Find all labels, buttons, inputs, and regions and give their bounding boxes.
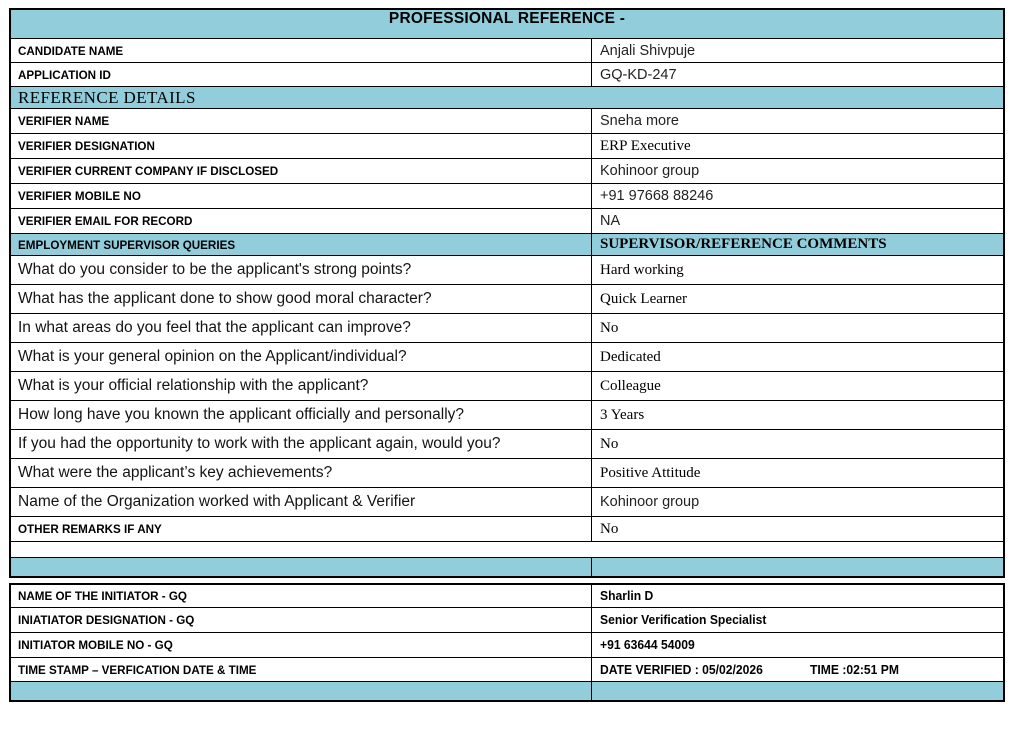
- table-row-candidate-name: [11, 38, 1003, 62]
- qa-row: [11, 458, 1003, 487]
- row-label: INIATIATOR DESIGNATION - GQ: [18, 613, 195, 627]
- row-label: VERIFIER MOBILE NO: [18, 189, 141, 203]
- answer-text: Colleague: [600, 377, 661, 394]
- qa-row: [11, 429, 1003, 458]
- row-value: GQ-KD-247: [600, 66, 677, 83]
- qa-row: [11, 313, 1003, 342]
- row-value: NA: [600, 213, 621, 229]
- answer-text: Quick Learner: [600, 290, 688, 307]
- date-verified-value: DATE VERIFIED : 05/02/2026: [600, 662, 763, 677]
- table-row-verifier-mobile: [11, 183, 1003, 208]
- queries-header-right: SUPERVISOR/REFERENCE COMMENTS: [600, 236, 887, 252]
- answer-text: Dedicated: [600, 348, 661, 365]
- row-label: APPLICATION ID: [18, 67, 111, 82]
- table-row-other-remarks: [11, 516, 1003, 541]
- table-row-verifier-company: [11, 158, 1003, 183]
- row-label: INITIATOR MOBILE NO - GQ: [18, 638, 173, 652]
- question-text: What has the applicant done to show good moral character?: [18, 290, 432, 307]
- row-label: VERIFIER EMAIL FOR RECORD: [18, 214, 193, 228]
- answer-text: No: [600, 435, 619, 452]
- time-verified-value: TIME :02:51 PM: [809, 662, 899, 677]
- title-row: [11, 10, 1003, 38]
- qa-row: [11, 400, 1003, 429]
- row-value: Sharlin D: [600, 589, 654, 603]
- qa-row: [11, 284, 1003, 313]
- table-row-initiator-mobile: [11, 632, 1003, 657]
- qa-row: [11, 487, 1003, 516]
- row-value: No: [600, 520, 619, 537]
- answer-text: Hard working: [600, 261, 684, 278]
- table-row-application-id: [11, 62, 1003, 86]
- row-value: +91 97668 88246: [600, 188, 714, 204]
- qa-row: [11, 255, 1003, 284]
- main-table: [9, 8, 1005, 578]
- table-row-verifier-email: [11, 208, 1003, 233]
- answer-text: No: [600, 319, 619, 336]
- question-text: What is your official relationship with the applicant?: [18, 377, 369, 394]
- row-label: OTHER REMARKS IF ANY: [18, 522, 162, 536]
- row-value: ERP Executive: [600, 137, 691, 154]
- row-label: VERIFIER NAME: [18, 114, 110, 128]
- row-value: Sneha more: [600, 113, 679, 129]
- row-label: VERIFIER CURRENT COMPANY IF DISCLOSED: [18, 164, 279, 178]
- question-text: If you had the opportunity to work with the applicant again, would you?: [18, 435, 501, 452]
- page-title: PROFESSIONAL REFERENCE -: [388, 10, 626, 27]
- qa-row: [11, 342, 1003, 371]
- row-value: Kohinoor group: [600, 163, 700, 179]
- answer-text: Kohinoor group: [600, 494, 700, 510]
- question-text: In what areas do you feel that the applicant can improve?: [18, 319, 411, 336]
- row-label: TIME STAMP – VERFICATION DATE & TIME: [18, 662, 257, 677]
- table-row-verifier-name: [11, 108, 1003, 133]
- qa-row: [11, 371, 1003, 400]
- section-title: REFERENCE DETAILS: [18, 87, 196, 107]
- row-value: Anjali Shivpuje: [600, 42, 696, 59]
- answer-text: Positive Attitude: [600, 464, 701, 481]
- table-row-initiator-name: [11, 585, 1003, 607]
- separator-row-teal: [11, 557, 1003, 576]
- question-text: What were the applicant’s key achievements?: [18, 464, 333, 481]
- row-value: +91 63644 54009: [600, 638, 695, 652]
- row-label: CANDIDATE NAME: [18, 43, 124, 58]
- empty-row: [11, 541, 1003, 557]
- row-label: NAME OF THE INITIATOR - GQ: [18, 589, 187, 603]
- table-row-verifier-designation: [11, 133, 1003, 158]
- footer-row-teal: [11, 681, 1003, 700]
- queries-header-left: EMPLOYMENT SUPERVISOR QUERIES: [18, 237, 236, 252]
- question-text: How long have you known the applicant officially and personally?: [18, 406, 465, 423]
- initiator-table: [9, 583, 1005, 702]
- table-row-timestamp: [11, 657, 1003, 681]
- answer-text: 3 Years: [600, 406, 645, 423]
- question-text: Name of the Organization worked with Applicant & Verifier: [18, 493, 416, 510]
- question-text: What do you consider to be the applicant's strong points?: [18, 261, 412, 278]
- question-text: What is your general opinion on the Applicant/individual?: [18, 348, 407, 365]
- row-value: Senior Verification Specialist: [600, 613, 767, 627]
- section-header-reference-details: [11, 86, 1003, 108]
- queries-header-row: [11, 233, 1003, 255]
- table-row-initiator-designation: [11, 607, 1003, 632]
- row-label: VERIFIER DESIGNATION: [18, 139, 155, 153]
